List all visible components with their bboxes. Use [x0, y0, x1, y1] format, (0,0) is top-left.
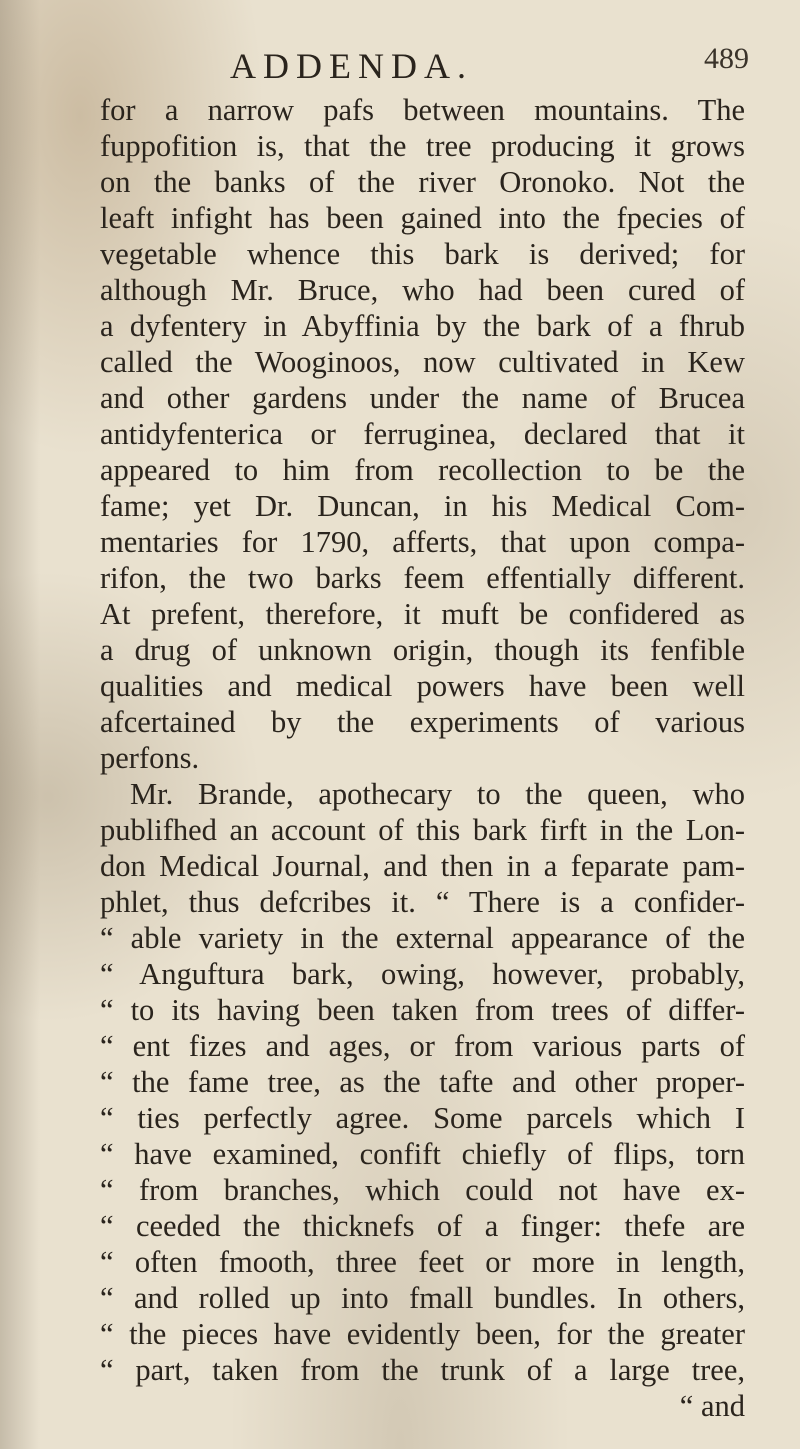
text-line: perfons.	[100, 741, 200, 775]
text-line: “ often fmooth, three feet or more in length,	[100, 1245, 745, 1279]
text-line: vegetable whence this bark is derived; for	[100, 237, 745, 271]
running-head: ADDENDA.	[230, 46, 473, 86]
text-line: leaft infight has been gained into the fpecies of	[100, 201, 745, 235]
text-line: although Mr. Bruce, who had been cured of	[100, 273, 745, 307]
text-line: a dyfentery in Abyffinia by the bark of a fhrub	[100, 309, 745, 343]
text-line: appeared to him from recollection to be the	[100, 453, 745, 487]
text-line: “ from branches, which could not have ex-	[100, 1173, 745, 1207]
text-line: rifon, the two barks feem effentially different.	[100, 561, 745, 595]
body-text	[55, 92, 745, 1424]
text-line: “ ceeded the thicknefs of a finger: thefe are	[100, 1209, 745, 1243]
text-line: “ and rolled up into fmall bundles. In others,	[100, 1281, 745, 1315]
text-line: publifhed an account of this bark firft in the Lon-	[100, 813, 745, 847]
text-line: qualities and medical powers have been well	[100, 669, 745, 703]
text-line: “ to its having been taken from trees of differ-	[100, 993, 745, 1027]
text-line: antidyfenterica or ferruginea, declared that it	[100, 417, 745, 451]
text-line: “ able variety in the external appearance of the	[100, 921, 745, 955]
text-line: fame; yet Dr. Duncan, in his Medical Com-	[100, 489, 745, 523]
text-line: and other gardens under the name of Brucea	[100, 381, 745, 415]
text-line: “ the fame tree, as the tafte and other proper-	[100, 1065, 745, 1099]
text-line: mentaries for 1790, afferts, that upon compa-	[100, 525, 745, 559]
text-line: phlet, thus defcribes it. “ There is a confider-	[100, 885, 745, 919]
page-edge-shadow	[0, 0, 40, 1449]
catchword: “ and	[679, 1389, 745, 1423]
text-line: called the Wooginoos, now cultivated in Kew	[100, 345, 745, 379]
page-number: 489	[704, 42, 749, 75]
text-line: Mr. Brande, apothecary to the queen, who	[130, 777, 745, 811]
text-line: for a narrow pafs between mountains. The	[100, 93, 745, 127]
text-line: At prefent, therefore, it muft be confidered as	[100, 597, 745, 631]
text-line: “ the pieces have evidently been, for the greater	[100, 1317, 745, 1351]
text-line: “ Anguftura bark, owing, however, probably,	[100, 957, 745, 991]
text-line: “ ent fizes and ages, or from various parts of	[100, 1029, 745, 1063]
text-line: a drug of unknown origin, though its fenfible	[100, 633, 745, 667]
text-line: fuppofition is, that the tree producing it grows	[100, 129, 745, 163]
text-line: don Medical Journal, and then in a feparate pam-	[100, 849, 745, 883]
text-line: “ ties perfectly agree. Some parcels which I	[100, 1101, 745, 1135]
text-line: “ part, taken from the trunk of a large tree,	[100, 1353, 745, 1387]
text-line: on the banks of the river Oronoko. Not the	[100, 165, 745, 199]
text-line: “ have examined, confift chiefly of flips, torn	[100, 1137, 745, 1171]
text-line: afcertained by the experiments of various	[100, 705, 745, 739]
